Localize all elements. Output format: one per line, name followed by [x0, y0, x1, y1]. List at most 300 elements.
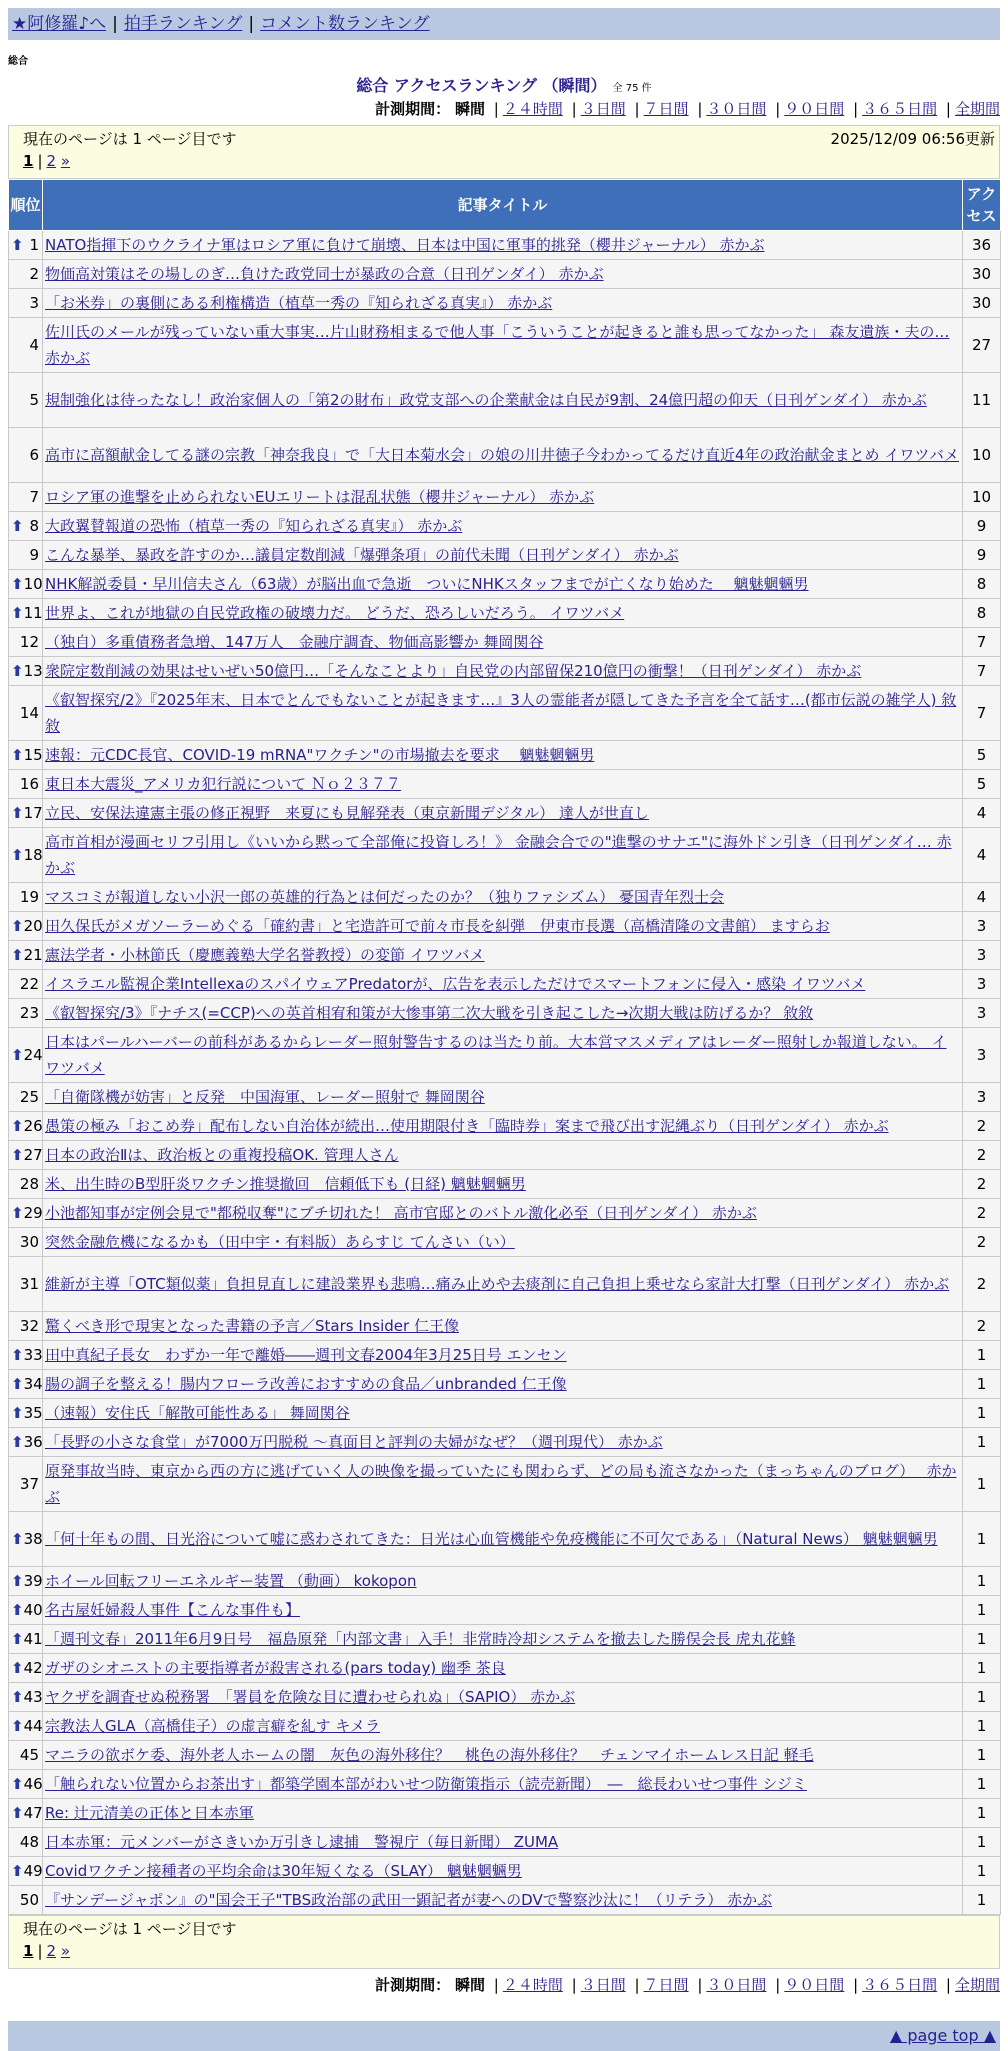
access-count: 27: [963, 318, 1001, 373]
rank-cell: [9, 1828, 43, 1857]
article-title-link[interactable]: 原発事故当時、東京から西の方に逃げていく人の映像を撮っていたにも関わらず、どの局も流さなかった（まっちゃんのブログ） 赤かぶ: [45, 1462, 957, 1506]
rank-number: 45: [19, 1746, 39, 1764]
article-title-link[interactable]: 日本の政治Ⅱは、政治板との重複投稿OK. 管理人さん: [45, 1146, 399, 1164]
rank-number: 24: [23, 1046, 43, 1064]
rank-number: 10: [23, 575, 43, 593]
rank-number: 41: [23, 1630, 43, 1648]
rank-up-arrow-icon: ⬆: [11, 1659, 24, 1677]
rank-number: 14: [19, 704, 39, 722]
article-title-link[interactable]: 突然金融危機になるかも（田中宇・有料版）あらすじ てんさい（い）: [45, 1233, 515, 1251]
period-3d-link[interactable]: ３日間: [580, 100, 626, 118]
access-count: 10: [963, 483, 1001, 512]
access-count: 1: [963, 1625, 1001, 1654]
rank-cell: [9, 1596, 43, 1625]
rank-cell: [9, 428, 43, 483]
applause-ranking-link[interactable]: 拍手ランキング: [123, 14, 243, 34]
table-row: [9, 941, 1001, 970]
period-all-link[interactable]: 全期間: [954, 1976, 1000, 1994]
article-title-link[interactable]: Covidワクチン接種者の平均余命は30年短くなる（SLAY） 魑魅魍魎男: [45, 1862, 522, 1880]
access-count: 2: [963, 1141, 1001, 1170]
title-cell: [43, 599, 963, 628]
rank-cell: [9, 1654, 43, 1683]
rank-number: 46: [23, 1775, 43, 1793]
table-row: [9, 686, 1001, 741]
rank-cell: [9, 289, 43, 318]
rank-number: 23: [19, 1004, 39, 1022]
rank-number: 15: [23, 746, 43, 764]
period-current: 瞬間: [454, 1976, 485, 1994]
title-cell: [43, 1457, 963, 1512]
article-title-link[interactable]: 東日本大震災_アメリカ犯行説について Ｎｏ２３７７: [45, 775, 401, 793]
title-cell: [43, 912, 963, 941]
rank-number: 21: [23, 946, 43, 964]
rank-cell: [9, 1770, 43, 1799]
title-cell: [43, 1341, 963, 1370]
page-top-link[interactable]: ▲ page top ▲: [889, 2026, 996, 2045]
access-count: 5: [963, 770, 1001, 799]
table-row: [9, 599, 1001, 628]
access-count: 1: [963, 1799, 1001, 1828]
total-count: 全 75 件: [612, 83, 652, 94]
access-count: 2: [963, 1199, 1001, 1228]
article-title-link[interactable]: 「自衛隊機が妨害」と反発 中国海軍、レーダー照射で 舞岡関谷: [45, 1088, 485, 1106]
rank-number: 48: [19, 1833, 39, 1851]
title-cell: [43, 1428, 963, 1457]
rank-up-arrow-icon: ⬆: [11, 1601, 24, 1619]
title-cell: [43, 1596, 963, 1625]
period-24h-link[interactable]: ２４時間: [502, 1976, 563, 1994]
rank-number: 34: [23, 1375, 43, 1393]
rank-cell: [9, 741, 43, 770]
access-count: 1: [963, 1457, 1001, 1512]
title-cell: [43, 231, 963, 260]
access-count: 1: [963, 1654, 1001, 1683]
article-title-link[interactable]: ヤクザを調査せぬ税務署 「署員を危険な目に遭わせられぬ」（SAPIO） 赤かぶ: [45, 1688, 576, 1706]
access-count: 2: [963, 1112, 1001, 1141]
article-title-link[interactable]: 《叡智探究/3》『ナチス(=CCP)への英首相宥和策が大惨事第二次大戦を引き起こした→次期大戦は防げるか？ 敘敘: [45, 1004, 814, 1022]
rank-number: 1: [29, 236, 39, 254]
rank-cell: [9, 512, 43, 541]
rank-up-arrow-icon: ⬆: [11, 1630, 24, 1648]
access-count: 1: [963, 1828, 1001, 1857]
access-count: 4: [963, 883, 1001, 912]
article-title-link[interactable]: 「何十年もの間、日光浴について嘘に惑わされてきた：日光は心血管機能や免疫機能に不可欠である」（Natural News） 魑魅魍魎男: [45, 1530, 938, 1548]
rank-number: 8: [29, 517, 39, 535]
title-cell: [43, 883, 963, 912]
article-title-link[interactable]: 驚くべき形で現実となった書籍の予言／Stars Insider 仁王像: [45, 1317, 459, 1335]
article-title-link[interactable]: 物価高対策はその場しのぎ…負けた政党同士が暴政の合意（日刊ゲンダイ） 赤かぶ: [45, 265, 604, 283]
table-row: [9, 999, 1001, 1028]
table-row: [9, 428, 1001, 483]
table-row: [9, 1886, 1001, 1915]
rank-number: 13: [23, 662, 43, 680]
rank-up-arrow-icon: ⬆: [11, 1117, 24, 1135]
table-row: [9, 883, 1001, 912]
article-title-link[interactable]: ホイール回転フリーエネルギー装置 （動画） kokopon: [45, 1572, 417, 1590]
article-title-link[interactable]: （速報）安住氏「解散可能性ある」 舞岡関谷: [45, 1404, 350, 1422]
rank-number: 38: [23, 1530, 43, 1548]
rank-cell: [9, 373, 43, 428]
table-row: [9, 1567, 1001, 1596]
title-cell: [43, 1886, 963, 1915]
table-row: [9, 1596, 1001, 1625]
table-row: [9, 657, 1001, 686]
rank-cell: [9, 1028, 43, 1083]
rank-cell: [9, 1428, 43, 1457]
comment-ranking-link[interactable]: コメント数ランキング: [260, 14, 430, 34]
rank-cell: [9, 686, 43, 741]
article-title-link[interactable]: 規制強化は待ったなし！政治家個人の「第2の財布」政党支部への企業献金は自民が9割、24億円超の仰天（日刊ゲンダイ） 赤かぶ: [45, 391, 927, 409]
article-title-link[interactable]: 佐川氏のメールが残っていない重大事実…片山財務相まるで他人事「こういうことが起きると誰も思ってなかった」 森友遺族・夫の… 赤かぶ: [45, 323, 950, 367]
rank-cell: [9, 1857, 43, 1886]
article-title-link[interactable]: 田久保氏がメガソーラーめぐる「確約書」と宅造許可で前々市長を糾弾 伊東市長選（高橋清隆の文書館） ますらお: [45, 917, 830, 935]
period-label: 計測期間：: [375, 1976, 451, 1994]
access-count: 3: [963, 999, 1001, 1028]
current-page-text: 現在のページは 1 ページ目です: [23, 1920, 237, 1938]
access-count: 3: [963, 1028, 1001, 1083]
nav-separator: |: [248, 14, 255, 34]
access-count: 30: [963, 260, 1001, 289]
access-count: 30: [963, 289, 1001, 318]
article-title-link[interactable]: 『サンデージャポン』の"国会王子"TBS政治部の武田一顕記者が妻へのDVで警察沙汰に！（リテラ） 赤かぶ: [45, 1891, 773, 1909]
page-info-bottom: [8, 1915, 1000, 1969]
rank-cell: [9, 1228, 43, 1257]
rank-number: 49: [23, 1862, 43, 1880]
table-row: [9, 970, 1001, 999]
rank-number: 4: [29, 336, 39, 354]
article-title-link[interactable]: イスラエル監視企業IntellexaのスパイウェアPredatorが、広告を表示しただけでスマートフォンに侵入・感染 イワツバメ: [45, 975, 866, 993]
pager-page-2[interactable]: 2: [46, 152, 57, 170]
rank-number: 50: [19, 1891, 39, 1909]
title-cell: [43, 1112, 963, 1141]
period-all-link[interactable]: 全期間: [954, 100, 1000, 118]
article-title-link[interactable]: 憲法学者・小林節氏（慶應義塾大学名誉教授）の変節 イワツバメ: [45, 946, 485, 964]
table-row: [9, 1712, 1001, 1741]
current-page-text: 現在のページは 1 ページ目です: [23, 130, 237, 148]
article-title-link[interactable]: 大政翼賛報道の恐怖（植草一秀の『知られざる真実』） 赤かぶ: [45, 517, 463, 535]
access-count: 4: [963, 799, 1001, 828]
title-cell: [43, 1770, 963, 1799]
access-count: 1: [963, 1567, 1001, 1596]
rank-number: 7: [29, 488, 39, 506]
title-cell: [43, 799, 963, 828]
title-cell: [43, 1567, 963, 1596]
article-title-link[interactable]: 宗教法人GLA（高橋佳子）の虚言癖を糺す キメラ: [45, 1717, 381, 1735]
period-3d-link[interactable]: ３日間: [580, 1976, 626, 1994]
article-title-link[interactable]: 「長野の小さな食堂」が7000万円脱税 〜真面目と評判の夫婦がなぜ？（週刊現代） 赤かぶ: [45, 1433, 663, 1451]
article-title-link[interactable]: 速報：元CDC長官、COVID-19 mRNA"ワクチン"の市場撤去を要求 魑魅魍魎男: [45, 746, 595, 764]
rank-up-arrow-icon: ⬆: [11, 1572, 24, 1590]
table-row: [9, 1799, 1001, 1828]
rank-number: 11: [23, 604, 43, 622]
table-row: [9, 231, 1001, 260]
title-cell: [43, 1741, 963, 1770]
article-title-link[interactable]: NHK解説委員・早川信夫さん（63歳）が脳出血で急逝 ついにNHKスタッフまでが亡くなり始めた 魑魅魍魎男: [45, 575, 809, 593]
table-row: [9, 373, 1001, 428]
rank-number: 35: [23, 1404, 43, 1422]
access-count: 7: [963, 657, 1001, 686]
table-row: [9, 1654, 1001, 1683]
title-cell: [43, 770, 963, 799]
title-cell: [43, 1083, 963, 1112]
table-row: [9, 1741, 1001, 1770]
footer-bar: [8, 2021, 1000, 2051]
access-count: 2: [963, 1170, 1001, 1199]
table-row: [9, 1112, 1001, 1141]
table-row: [9, 1428, 1001, 1457]
rank-number: 28: [19, 1175, 39, 1193]
article-title-link[interactable]: NATO指揮下のウクライナ軍はロシア軍に負けて崩壊、日本は中国に軍事的挑発（櫻井ジャーナル） 赤かぶ: [45, 236, 765, 254]
article-title-link[interactable]: （独自）多重債務者急増、147万人 金融庁調査、物価高影響か 舞岡関谷: [45, 633, 544, 651]
rank-cell: [9, 260, 43, 289]
rank-cell: [9, 1341, 43, 1370]
rank-up-arrow-icon: ⬆: [11, 917, 24, 935]
rank-number: 42: [23, 1659, 43, 1677]
table-row: [9, 512, 1001, 541]
rank-number: 9: [29, 546, 39, 564]
table-row: [9, 1170, 1001, 1199]
rank-cell: [9, 628, 43, 657]
access-count: 5: [963, 741, 1001, 770]
rank-cell: [9, 657, 43, 686]
period-365d-link[interactable]: ３６５日間: [862, 1976, 938, 1994]
rank-cell: [9, 318, 43, 373]
title-cell: [43, 1399, 963, 1428]
period-30d-link[interactable]: ３０日間: [706, 1976, 767, 1994]
article-title-link[interactable]: 《叡智探究/2》『2025年末、日本でとんでもないことが起きます…』3人の霊能者が隠してきた予言を全て話す…(都市伝説の雑学人) 敘敘: [45, 691, 957, 735]
rank-number: 39: [23, 1572, 43, 1590]
rank-up-arrow-icon: ⬆: [11, 746, 24, 764]
table-row: [9, 1141, 1001, 1170]
article-title-link[interactable]: マスコミが報道しない小沢一郎の英雄的行為とは何だったのか？（独りファシズム） 憂国青年烈士会: [45, 888, 725, 906]
home-link[interactable]: ★阿修羅♪へ: [12, 14, 107, 34]
period-90d-link[interactable]: ９０日間: [784, 100, 845, 118]
rank-number: 40: [23, 1601, 43, 1619]
title-cell: [43, 1370, 963, 1399]
page-heading: [0, 73, 1008, 95]
table-row: [9, 1199, 1001, 1228]
rank-cell: [9, 1399, 43, 1428]
period-24h-link[interactable]: ２４時間: [502, 100, 563, 118]
period-7d-link[interactable]: ７日間: [643, 1976, 689, 1994]
rank-cell: [9, 231, 43, 260]
period-selector-top: 計測期間： 瞬間 | ２４時間 | ３日間 | ７日間 | ３０日間 | ９０日間 | ３６５日間 | 全期間: [375, 100, 1000, 118]
access-count: 7: [963, 628, 1001, 657]
pager-current: 1: [23, 1942, 34, 1960]
title-cell: [43, 1199, 963, 1228]
rank-number: 22: [19, 975, 39, 993]
rank-number: 26: [23, 1117, 43, 1135]
rank-cell: [9, 883, 43, 912]
article-title-link[interactable]: 日本赤軍：元メンバーがさきいか万引きし逮捕 警視庁（毎日新聞） ZUMA: [45, 1833, 559, 1851]
title-cell: [43, 512, 963, 541]
access-count: 1: [963, 1770, 1001, 1799]
article-title-link[interactable]: Re: 辻元清美の正体と日本赤軍: [45, 1804, 254, 1822]
access-count: 1: [963, 1886, 1001, 1915]
access-count: 3: [963, 970, 1001, 999]
rank-up-arrow-icon: ⬆: [11, 1530, 24, 1548]
rank-number: 17: [23, 804, 43, 822]
pager-next-arrow[interactable]: »: [60, 1942, 71, 1960]
article-title-link[interactable]: 小池都知事が定例会見で"都税収奪"にブチ切れた！ 高市官邸とのバトル激化必至（日刊ゲンダイ） 赤かぶ: [45, 1204, 757, 1222]
title-cell: [43, 1857, 963, 1886]
table-row: [9, 260, 1001, 289]
rank-number: 31: [19, 1275, 39, 1293]
rank-up-arrow-icon: ⬆: [11, 517, 24, 535]
article-title-link[interactable]: 立民、安保法違憲主張の修正視野 来夏にも見解発表（東京新聞デジタル） 達人が世直し: [45, 804, 649, 822]
rank-cell: [9, 941, 43, 970]
table-row: [9, 1312, 1001, 1341]
title-cell: [43, 686, 963, 741]
article-title-link[interactable]: 「お米券」の裏側にある利権構造（植草一秀の『知られざる真実』） 赤かぶ: [45, 294, 553, 312]
title-cell: [43, 999, 963, 1028]
access-count: 1: [963, 1741, 1001, 1770]
table-row: [9, 799, 1001, 828]
rank-number: 27: [23, 1146, 43, 1164]
title-cell: [43, 628, 963, 657]
rank-cell: [9, 799, 43, 828]
rank-number: 19: [19, 888, 39, 906]
table-row: [9, 1228, 1001, 1257]
table-row: [9, 289, 1001, 318]
rank-cell: [9, 1141, 43, 1170]
rank-cell: [9, 970, 43, 999]
page-title: 総合 アクセスランキング （瞬間）: [356, 76, 607, 95]
title-cell: [43, 1828, 963, 1857]
rank-header: 順位: [9, 180, 43, 231]
rank-number: 47: [23, 1804, 43, 1822]
table-row: [9, 1770, 1001, 1799]
access-count: 1: [963, 1712, 1001, 1741]
period-7d-link[interactable]: ７日間: [643, 100, 689, 118]
rank-cell: [9, 483, 43, 512]
rank-cell: [9, 1567, 43, 1596]
period-365d-link[interactable]: ３６５日間: [862, 100, 938, 118]
pager-next-arrow[interactable]: »: [60, 152, 71, 170]
access-count: 1: [963, 1428, 1001, 1457]
title-cell: [43, 483, 963, 512]
table-row: [9, 541, 1001, 570]
table-row: [9, 1370, 1001, 1399]
access-count: 1: [963, 1683, 1001, 1712]
article-title-link[interactable]: ロシア軍の進撃を止められないEUエリートは混乱状態（櫻井ジャーナル） 赤かぶ: [45, 488, 595, 506]
period-90d-link[interactable]: ９０日間: [784, 1976, 845, 1994]
article-title-link[interactable]: 高市に高額献金してる謎の宗教「神奈我良」で「大日本菊水会」の娘の川井徳子今わかってるだけ直近4年の政治献金まとめ イワツバメ: [45, 446, 960, 464]
rank-number: 30: [19, 1233, 39, 1251]
title-cell: [43, 828, 963, 883]
nav-separator: |: [112, 14, 118, 34]
table-row: [9, 318, 1001, 373]
table-row: [9, 770, 1001, 799]
rank-cell: [9, 1170, 43, 1199]
article-title-link[interactable]: 日本はパールハーバーの前科があるからレーダー照射警告するのは当たり前。大本営マスメディアはレーダー照射しか報道しない。 イワツバメ: [45, 1033, 947, 1077]
rank-cell: [9, 1083, 43, 1112]
rank-up-arrow-icon: ⬆: [11, 1204, 24, 1222]
table-row: [9, 1341, 1001, 1370]
rank-up-arrow-icon: ⬆: [11, 1804, 24, 1822]
article-title-link[interactable]: 衆院定数削減の効果はせいぜい50億円…「そんなことより」自民党の内部留保210億円の衝撃！（日刊ゲンダイ） 赤かぶ: [45, 662, 862, 680]
rank-cell: [9, 1112, 43, 1141]
pager-page-2[interactable]: 2: [46, 1942, 57, 1960]
rank-up-arrow-icon: ⬆: [11, 804, 24, 822]
rank-up-arrow-icon: ⬆: [11, 1862, 24, 1880]
rank-up-arrow-icon: ⬆: [11, 1404, 24, 1422]
article-title-link[interactable]: 腸の調子を整える！腸内フローラ改善におすすめの食品／unbranded 仁王像: [45, 1375, 567, 1393]
rank-cell: [9, 1683, 43, 1712]
article-title-link[interactable]: 「週刊文春」2011年6月9日号 福島原発「内部文書」入手！非常時冷却システムを撤去した勝俣会長 虎丸花蜂: [45, 1630, 796, 1648]
table-row: [9, 483, 1001, 512]
ranking-table: [8, 179, 1001, 1915]
article-title-link[interactable]: 愚策の極み「おこめ券」配布しない自治体が続出…使用期限付き「臨時券」案まで飛び出す泥縄ぶり（日刊ゲンダイ） 赤かぶ: [45, 1117, 889, 1135]
access-count: 11: [963, 373, 1001, 428]
pager-top: 1 | 2 »: [23, 152, 71, 170]
rank-cell: [9, 828, 43, 883]
top-nav: [8, 8, 1000, 40]
rank-number: 18: [23, 846, 43, 864]
pager-current: 1: [23, 152, 34, 170]
rank-cell: [9, 1712, 43, 1741]
title-cell: [43, 1312, 963, 1341]
table-row: [9, 570, 1001, 599]
article-title-link[interactable]: ガザのシオニストの主要指導者が殺害される(pars today) 幽季 茶良: [45, 1659, 506, 1677]
rank-number: 36: [23, 1433, 43, 1451]
access-count: 9: [963, 512, 1001, 541]
access-count: 2: [963, 1257, 1001, 1312]
article-title-link[interactable]: 「触られない位置からお茶出す」都築学園本部がわいせつ防衛策指示（読売新聞） ― 総長わいせつ事件 シジミ: [45, 1775, 807, 1793]
title-cell: [43, 373, 963, 428]
article-title-link[interactable]: こんな暴挙、暴政を許すのか…議員定数削減「爆弾条項」の前代未聞（日刊ゲンダイ） 赤かぶ: [45, 546, 679, 564]
rank-number: 37: [19, 1475, 39, 1493]
rank-number: 6: [29, 446, 39, 464]
period-30d-link[interactable]: ３０日間: [706, 100, 767, 118]
rank-number: 32: [19, 1317, 39, 1335]
rank-cell: [9, 1741, 43, 1770]
article-title-link[interactable]: 米、出生時のB型肝炎ワクチン推奨撤回 信頼低下も (日経) 魑魅魍魎男: [45, 1175, 526, 1193]
rank-up-arrow-icon: ⬆: [11, 846, 24, 864]
title-cell: [43, 428, 963, 483]
page-info-top: [8, 125, 1000, 179]
article-title-link[interactable]: 世界よ、これが地獄の自民党政権の破壊力だ。 どうだ、恐ろしいだろう。 イワツバメ: [45, 604, 625, 622]
updated-timestamp: 2025/12/09 06:56更新: [830, 130, 995, 148]
rank-cell: [9, 1625, 43, 1654]
rank-up-arrow-icon: ⬆: [11, 1433, 24, 1451]
access-count: 3: [963, 912, 1001, 941]
table-row: [9, 1457, 1001, 1512]
article-title-link[interactable]: マニラの欲ボケ委、海外老人ホームの闇 灰色の海外移住？ 桃色の海外移住？ チェンマイホームレス日記 軽毛: [45, 1746, 814, 1764]
table-row: [9, 1028, 1001, 1083]
rank-up-arrow-icon: ⬆: [11, 1346, 24, 1364]
article-title-link[interactable]: 名古屋妊婦殺人事件【こんな事件も】: [45, 1601, 301, 1619]
table-row: [9, 628, 1001, 657]
rank-up-arrow-icon: ⬆: [11, 575, 24, 593]
rank-cell: [9, 1257, 43, 1312]
section-label: 総合: [8, 56, 28, 67]
title-cell: [43, 1141, 963, 1170]
title-cell: [43, 1683, 963, 1712]
rank-cell: [9, 1512, 43, 1567]
rank-cell: [9, 999, 43, 1028]
article-title-link[interactable]: 田中真紀子長女 わずか一年で離婚――週刊文春2004年3月25日号 エンセン: [45, 1346, 567, 1364]
rank-number: 33: [23, 1346, 43, 1364]
access-count: 1: [963, 1341, 1001, 1370]
title-header: 記事タイトル: [43, 180, 963, 231]
table-row: [9, 912, 1001, 941]
rank-up-arrow-icon: ⬆: [11, 1717, 24, 1735]
article-title-link[interactable]: 高市首相が漫画セリフ引用し《いいから黙って全部俺に投資しろ！》 金融会合での"進撃のサナエ"に海外ドン引き（日刊ゲンダイ… 赤かぶ: [45, 833, 952, 877]
rank-up-arrow-icon: ⬆: [11, 1046, 24, 1064]
access-count: 10: [963, 428, 1001, 483]
article-title-link[interactable]: 維新が主導「OTC類似薬」負担見直しに建設業界も悲鳴…痛み止めや去痰剤に自己負担上乗せなら家計大打撃（日刊ゲンダイ） 赤かぶ: [45, 1275, 950, 1293]
